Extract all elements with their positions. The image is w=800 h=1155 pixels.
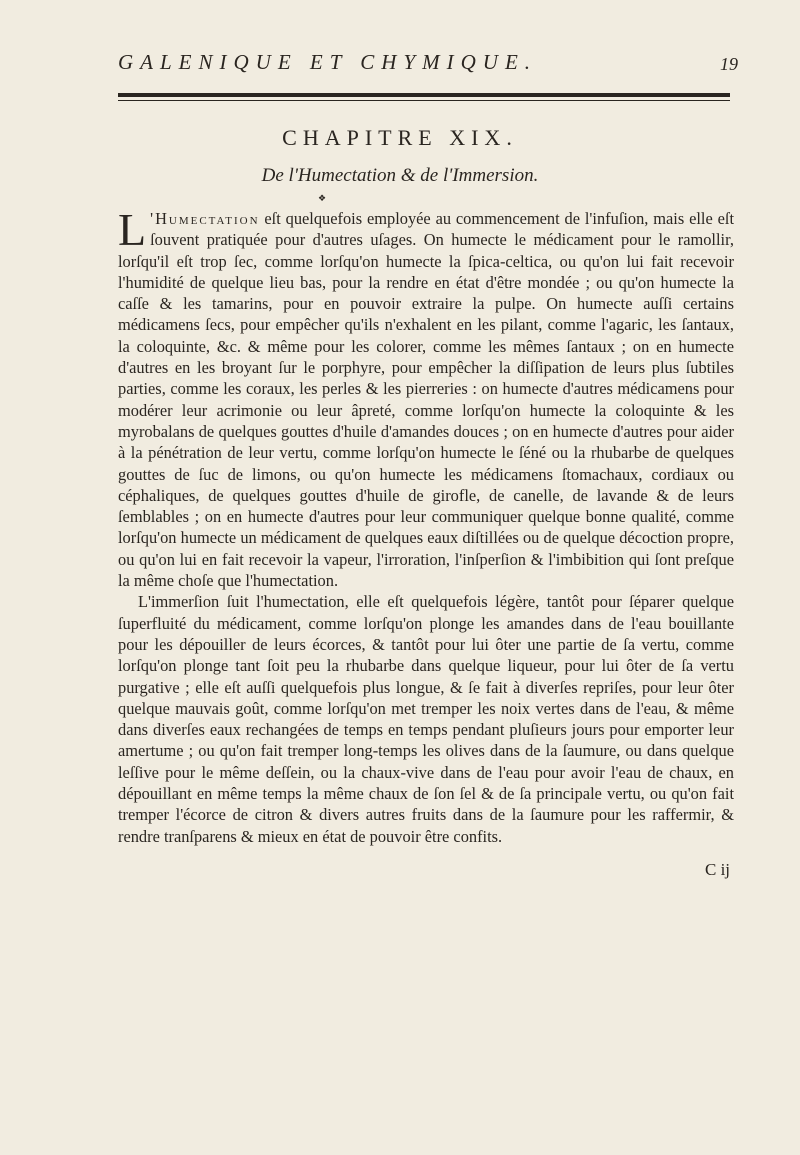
chapter-subtitle: De l'Humectation & de l'Immersion. (261, 165, 539, 186)
body-text (118, 204, 734, 847)
paragraph-1-text: eſt quelquefois employée au commencement de l'infuſion, mais elle eſt ſouvent pratiquée pour d'autres uſages. On humecte le médicament pour le ramollir, lorſqu'il eſt trop ſec, comme lorſqu'on humecte la ſpica-celtica, ou qu'on lui fait recevoir l'humidité de quelque lieu bas, pour la rendre en état d'être mondée ; ou qu'on humecte la caſſe & les tamarins, pour en pouvoir extraire la pulpe. On humecte auſſi certains médicamens ſecs, pour empêcher qu'ils n'exhalent en les pilant, comme l'agaric, les ſantaux, la coloquinte, &c. & même pour les colorer, comme les mêmes ſantaux ; on en humecte d'autres en les broyant ſur le porphyre, pour empêcher la diſſipation de leurs plus ſubtiles parties, comme les coraux, les perles & les pierreries : on humecte d'autres médicamens pour modérer leur acrimonie ou leur âpreté, comme lorſqu'on humecte la coloquinte & les myrobalans de quelques gouttes d'huile d'amandes douces ; on en humecte d'autres pour aider à la pénétration de leur vertu, comme lorſqu'on humecte le ſéné ou la rhubarbe de quelques gouttes de ſuc de limons, ou qu'on humecte les médicamens ſtomachaux, cordiaux ou céphaliques, de quelques gouttes d'huile de girofle, de canelle, de lavande & de leurs ſemblables ; on en humecte d'autres pour leur communiquer quelque bonne qualité, comme lorſqu'on humecte un médicament de quelques eaux diſtillées ou de quelque décoction propre, ou qu'on lui en fait recevoir la vapeur, l'irroration, l'inſperſion & l'imbibition qui ſont preſque la même choſe que l'humectation. (118, 209, 734, 591)
ornament-mark: ❖ (318, 193, 327, 203)
paragraph-humectation (118, 204, 734, 591)
signature-mark: C ij (705, 860, 731, 879)
page-number: 19 (720, 54, 738, 74)
header-rule-thick (118, 93, 730, 97)
paragraph-immersion: L'immerſion ſuit l'humectation, elle eſt quelquefois légère, tantôt pour ſéparer quelque ſuperfluité du médicament, comme lorſqu'on plonge les amandes dans de l'eau bouillante pour les dépouiller de leurs écorces, & tantôt pour lui ôter une partie de ſa vertu, comme lorſqu'on plonge tant ſoit peu la rhubarbe dans quelque liqueur, pour lui ôter de ſa vertu purgative ; elle eſt auſſi quelquefois plus longue, & ſe fait à diverſes repriſes, pour leur ôter quelque mauvais goût, comme lorſqu'on met tremper les noix vertes dans de l'eau, & même dans diverſes eaux rechangées de temps en temps pendant pluſieurs jours pour emporter leur amertume ; ou qu'on fait tremper long-temps les olives dans de la ſaumure, ou dans quelque leſſive pour le même deſſein, ou la chaux-vive dans de l'eau pour avoir l'eau de chaux, en dépouillant en même temps la même chaux de ſon ſel & de ſa principale vertu, ou qu'on fait tremper l'écorce de citron & divers autres fruits dans de la ſaumure pour les raffermir, & rendre tranſparens & mieux en état de pouvoir être confits. (118, 592, 734, 846)
running-head-title: GALENIQUE ET CHYMIQUE. (118, 50, 538, 74)
chapter-title: CHAPITRE XIX. (282, 125, 518, 150)
lead-word: 'Humectation (150, 209, 260, 228)
drop-cap: L (118, 204, 147, 255)
header-rule-thin (118, 100, 730, 101)
